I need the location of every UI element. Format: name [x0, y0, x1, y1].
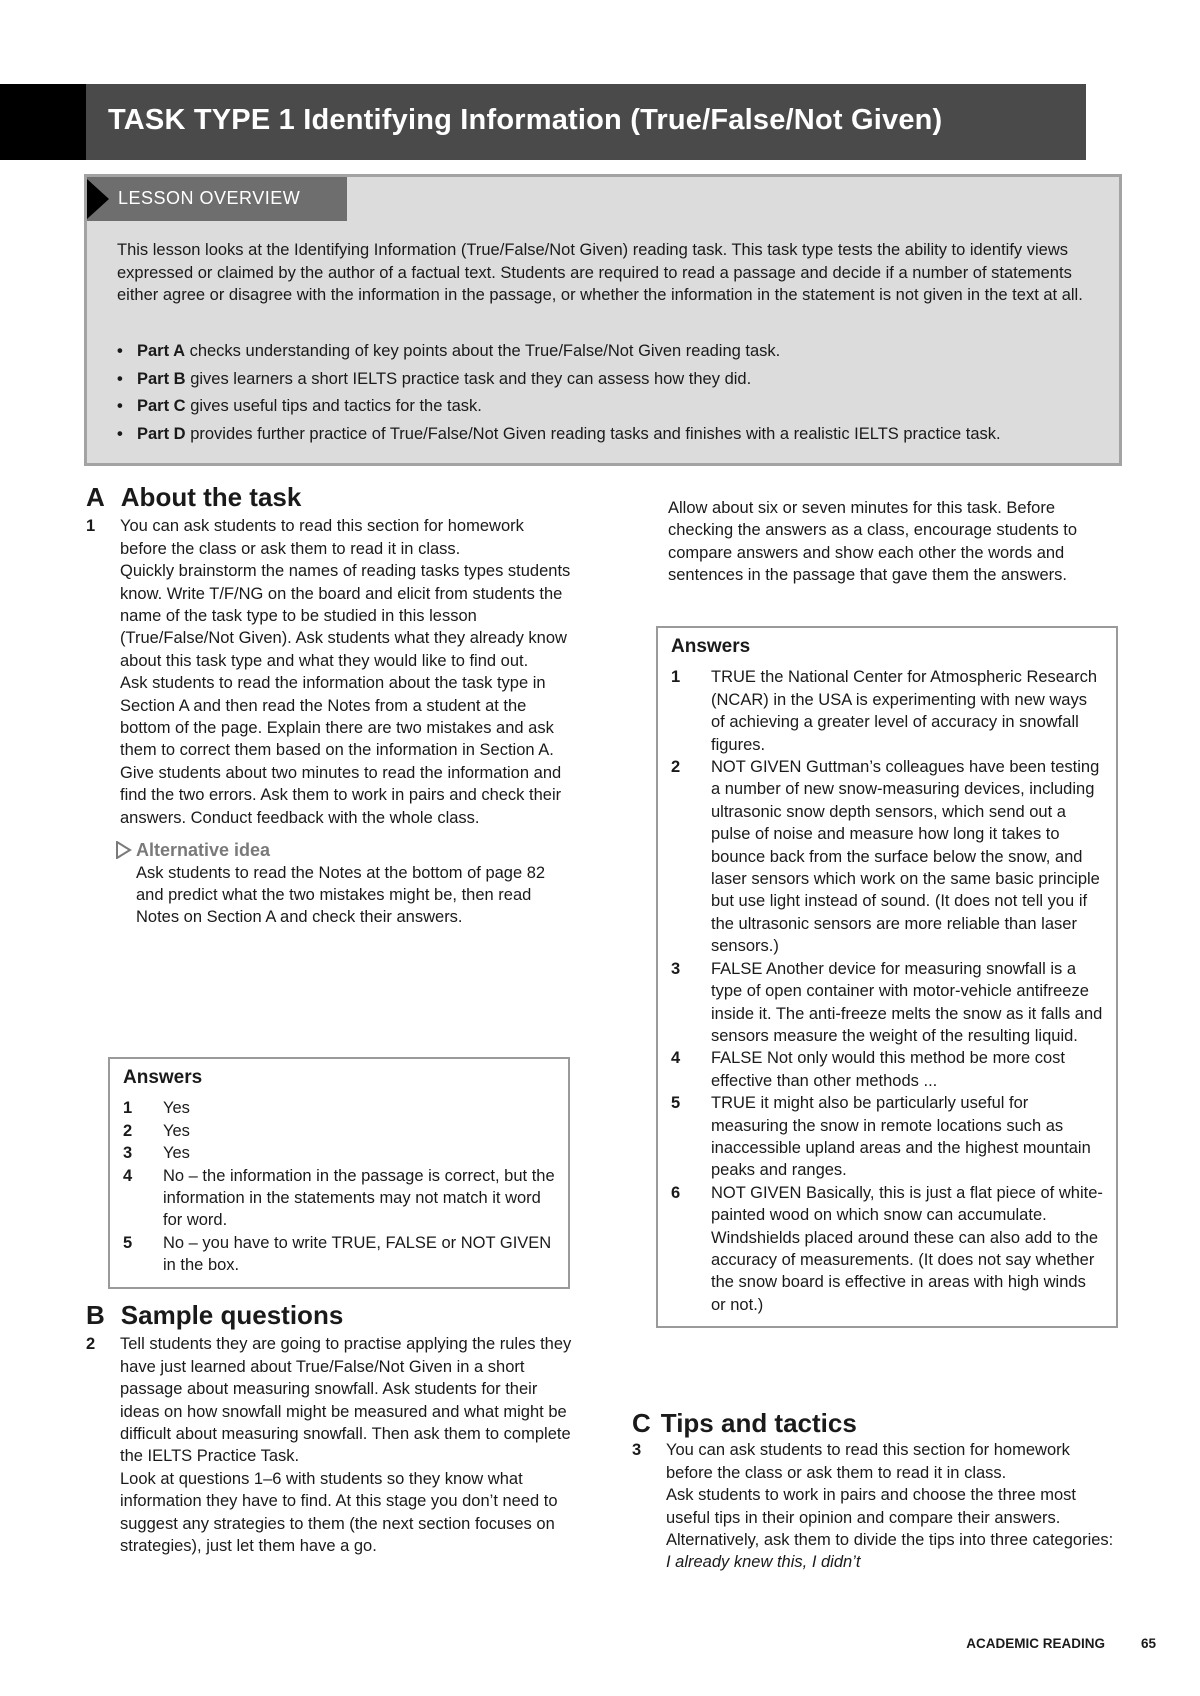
overview-part-item — [117, 393, 1001, 421]
part-description: gives learners a short IELTS practice task and they can assess how they did. — [185, 369, 752, 388]
paragraph: Allow about six or seven minutes for this task. Before checking the answers as a class, encourage students to compare answers and show each other the words and sentences in the passage that gave them the answers. — [668, 499, 1078, 585]
answers-box-b — [656, 626, 1118, 1328]
paragraph: Look at questions 1–6 with students so they know what information they have to find. At this stage you don’t need to suggest any strategies to them (the next section focuses on strategies), just let them have a go. — [120, 1469, 558, 1556]
part-description: gives useful tips and tactics for the task. — [185, 397, 482, 415]
overview-part-item — [117, 421, 1001, 449]
answer-number: 2 — [123, 1121, 133, 1140]
lesson-overview-tab: LESSON OVERVIEW — [87, 177, 347, 221]
answer-text: NOT GIVEN Guttman’s colleagues have been testing a number of new snow-measuring devices, including ultrasonic snow depth sensors, which send out a pulse of noise and measure how long it takes to bounce back from the surface below the snow, and laser sensors which work on the same basic principle but use light instead of sound. (It does not tell you if the ultrasonic sensors are more reliable than laser sensors.) — [711, 758, 1100, 956]
overview-text: This lesson looks at the Identifying Information (True/False/Not Given) reading task. This task type tests the ability to identify views expressed or claimed by the author of a factual text. Students are required to read a passage and decide if a number of statements either agree or disagree with the information in the passage, or whether the information in the statement is not given in the text at all. — [117, 241, 1083, 304]
answer-row — [671, 666, 1104, 756]
page-title: TASK TYPE 1 Identifying Information (True/False/Not Given) — [108, 104, 943, 136]
part-description: provides further practice of True/False/Not Given reading tasks and finishes with a realistic IELTS practice task. — [185, 424, 1001, 443]
lesson-overview-box — [84, 174, 1122, 466]
alternative-idea-heading — [116, 839, 572, 861]
section-letter: A — [86, 482, 105, 512]
paragraph: Quickly brainstorm the names of reading tasks types students know. Write T/F/NG on the board and elicit from students the name of the task type to be studied in this lesson (True/False/Not Given). Ask students what they already know about this task type and what they would like to find out. — [120, 562, 571, 670]
section-title: Tips and tactics — [660, 1408, 857, 1438]
answers-heading: Answers — [671, 636, 751, 657]
answer-row — [671, 1092, 1104, 1182]
answer-number: 3 — [671, 959, 681, 978]
answer-number: 4 — [671, 1049, 681, 1068]
triangle-outline-icon — [116, 841, 132, 859]
alternative-idea-text: Ask students to read the Notes at the bottom of page 82 and predict what the two mistakes might be, then read Notes on Section A and check their answers. — [136, 863, 546, 927]
answers-heading: Answers — [123, 1067, 203, 1088]
section-letter: C — [632, 1408, 651, 1438]
part-label: Part C — [137, 397, 186, 415]
numbered-paragraph — [86, 515, 572, 829]
answer-number: 3 — [123, 1144, 133, 1163]
answer-number: 5 — [123, 1233, 133, 1252]
answer-row — [671, 756, 1104, 958]
answer-text: Yes — [163, 1121, 190, 1140]
left-column-b — [86, 1300, 572, 1557]
title-bar — [86, 84, 1086, 160]
section-letter: B — [86, 1300, 105, 1330]
part-label: Part D — [137, 424, 186, 443]
right-column-c — [632, 1408, 1116, 1574]
paragraph: You can ask students to read this section for homework before the class or ask them to read it in class. — [120, 517, 524, 558]
paragraph-number: 1 — [86, 517, 96, 536]
numbered-paragraph — [632, 1439, 1116, 1573]
paragraph-number: 3 — [632, 1441, 642, 1460]
answer-row — [123, 1142, 556, 1164]
alternative-idea — [86, 839, 572, 929]
paragraph: Ask students to read the information about the task type in Section A and then read the Notes from a student at the bottom of the page. Explain there are two mistakes and ask them to correct them based on the information in Section A. Give students about two minutes to read the information and find the two errors. Ask them to work in pairs and check their answers. Conduct feedback with the whole class. — [120, 674, 562, 827]
answer-text: NOT GIVEN Basically, this is just a flat piece of white-painted wood on which snow can accumulate. Windshields placed around these can also add to the accuracy of measurements. (It does not say whether the snow board is effective in areas with high winds or not.) — [711, 1183, 1103, 1314]
overview-part-item — [117, 366, 1001, 394]
answer-number: 5 — [671, 1094, 681, 1113]
part-label: Part B — [137, 369, 186, 388]
right-column-continued — [668, 497, 1116, 587]
paragraph: Ask students to work in pairs and choose the three most useful tips in their opinion and compare their answers. Alternatively, ask them to divide the tips into three categories: I already knew this, I didn’t — [666, 1486, 1114, 1572]
part-description: checks understanding of key points about the True/False/Not Given reading task. — [185, 342, 781, 360]
answer-text: TRUE it might also be particularly useful for measuring the snow in remote locations such as inaccessible upland areas and the highest mountain peaks and ranges. — [711, 1094, 1091, 1180]
answer-row — [671, 958, 1104, 1048]
left-column — [86, 482, 572, 929]
section-title: About the task — [120, 482, 302, 512]
answer-text: FALSE Another device for measuring snowfall is a type of open container with motor-vehicle antifreeze inside it. The anti-freeze melts the snow as it falls and sensors measure the weight of the resulting liquid. — [711, 959, 1103, 1045]
paragraph: Tell students they are going to practise applying the rules they have just learned about True/False/Not Given in a short passage about measuring snowfall. Ask students for their ideas on how snowfall might be measured and what might be difficult about measuring snowfall. Then ask them to complete the IELTS Practice Task. — [120, 1335, 572, 1466]
overview-part-item — [117, 338, 1001, 366]
answer-number: 6 — [671, 1183, 681, 1202]
paragraph: You can ask students to read this section for homework before the class or ask them to read it in class. — [666, 1441, 1070, 1482]
header-side-block — [0, 84, 86, 160]
section-title: Sample questions — [120, 1300, 344, 1330]
answer-row — [123, 1165, 556, 1232]
section-a-heading — [86, 482, 572, 512]
answer-number: 4 — [123, 1166, 133, 1185]
alternative-idea-title: Alternative idea — [136, 840, 271, 861]
part-label: Part A — [137, 342, 185, 360]
answer-text: TRUE the National Center for Atmospheric Research (NCAR) in the USA is experimenting with new ways of achieving a greater level of accuracy in snowfall figures. — [711, 668, 1098, 754]
section-c-heading — [632, 1408, 1116, 1438]
answer-text: Yes — [163, 1144, 190, 1163]
answer-row — [123, 1232, 556, 1277]
page-footer — [966, 1636, 1156, 1651]
numbered-paragraph — [86, 1333, 572, 1557]
answer-number: 1 — [123, 1099, 133, 1118]
answer-number: 2 — [671, 758, 681, 777]
answer-number: 1 — [671, 668, 681, 687]
answers-box-a — [108, 1057, 570, 1289]
footer-section: ACADEMIC READING — [966, 1636, 1105, 1651]
answer-text: FALSE Not only would this method be more cost effective than other methods ... — [711, 1049, 1066, 1090]
answer-row — [671, 1182, 1104, 1316]
answer-text: No – the information in the passage is correct, but the information in the statements may not match it word for word. — [163, 1166, 555, 1230]
paragraph-number: 2 — [86, 1335, 96, 1354]
answer-row — [671, 1047, 1104, 1092]
overview-parts-list — [117, 338, 1001, 448]
answer-row — [123, 1097, 556, 1119]
answer-text: Yes — [163, 1099, 190, 1118]
answer-row — [123, 1120, 556, 1142]
page-number: 65 — [1140, 1636, 1156, 1651]
section-b-heading — [86, 1300, 572, 1330]
answer-text: No – you have to write TRUE, FALSE or NOT GIVEN in the box. — [163, 1233, 552, 1275]
italic-categories: I already knew this, I didn’t — [666, 1553, 861, 1572]
